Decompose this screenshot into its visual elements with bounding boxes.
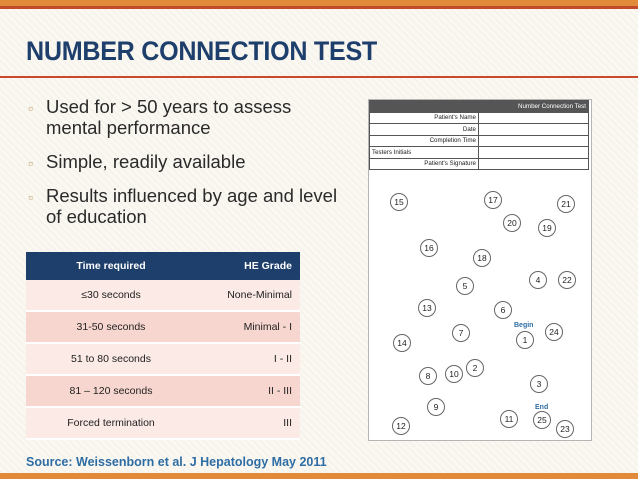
circle-number: 7 <box>458 328 464 338</box>
circle-number: 13 <box>422 303 432 313</box>
bullet-icon: ▫ <box>28 100 33 116</box>
number-circle-2 <box>467 360 484 377</box>
circle-number: 5 <box>462 281 468 291</box>
number-circle-4 <box>530 272 547 289</box>
field-label: Testers Initials <box>370 147 479 159</box>
field-label: Patient's Name <box>370 112 479 124</box>
circle-number: 22 <box>562 275 572 285</box>
bullet-text: Simple, readily available <box>46 151 246 172</box>
number-circle-21 <box>558 196 575 213</box>
bullet-item <box>26 185 346 227</box>
bullet-text: Results influenced by age and level of education <box>46 185 338 227</box>
cell-grade: II - III <box>196 375 300 407</box>
number-circle-6 <box>495 302 512 319</box>
circle-number: 8 <box>425 371 431 381</box>
bullet-list <box>26 96 346 240</box>
number-circle-5 <box>457 278 474 295</box>
number-circle-17 <box>485 192 502 209</box>
field-label: Completion Time <box>370 135 479 147</box>
number-circles-canvas <box>369 100 591 440</box>
begin-label: Begin <box>514 322 534 329</box>
number-circle-7 <box>453 325 470 342</box>
circle-number: 15 <box>394 197 404 207</box>
number-circle-11 <box>501 411 518 428</box>
bullet-item <box>26 96 346 138</box>
cell-time: Forced termination <box>26 407 196 439</box>
table-row <box>26 343 300 375</box>
cell-grade: None-Minimal <box>196 280 300 311</box>
cell-grade: III <box>196 407 300 439</box>
number-circle-1 <box>517 332 534 349</box>
number-circle-18 <box>474 250 491 267</box>
circle-number: 14 <box>397 338 407 348</box>
title-divider <box>0 76 638 78</box>
field-label: Patient's Signature <box>370 158 479 170</box>
circle-number: 10 <box>449 369 459 379</box>
number-circle-12 <box>393 418 410 435</box>
cell-time: 81 – 120 seconds <box>26 375 196 407</box>
circle-number: 18 <box>477 253 487 263</box>
number-circle-19 <box>539 220 556 237</box>
table-row <box>26 407 300 439</box>
number-circle-8 <box>420 368 437 385</box>
number-circle-20 <box>504 215 521 232</box>
number-circle-3 <box>531 376 548 393</box>
number-connection-test-form <box>368 99 592 441</box>
circle-number: 20 <box>507 218 517 228</box>
circle-number: 6 <box>500 305 506 315</box>
number-circle-23 <box>557 421 574 438</box>
circle-number: 17 <box>488 195 498 205</box>
number-circle-10 <box>446 366 463 383</box>
he-grade-table <box>26 252 300 440</box>
circle-number: 3 <box>536 379 542 389</box>
circle-number: 12 <box>396 421 406 431</box>
cell-time: ≤30 seconds <box>26 280 196 311</box>
number-circle-25 <box>534 412 551 429</box>
circle-number: 19 <box>542 223 552 233</box>
circle-number: 16 <box>424 243 434 253</box>
cell-time: 31-50 seconds <box>26 311 196 343</box>
cell-grade: Minimal - I <box>196 311 300 343</box>
number-circle-22 <box>559 272 576 289</box>
column-header-time: Time required <box>26 252 196 280</box>
column-header-grade: HE Grade <box>196 252 300 280</box>
table-row <box>26 375 300 407</box>
end-label: End <box>535 404 549 411</box>
circle-number: 23 <box>560 424 570 434</box>
circle-number: 4 <box>535 275 541 285</box>
cell-grade: I - II <box>196 343 300 375</box>
slide-title: NUMBER CONNECTION TEST <box>26 36 377 66</box>
circle-number: 1 <box>522 335 528 345</box>
number-circle-14 <box>394 335 411 352</box>
bullet-icon: ▫ <box>28 155 33 171</box>
table-row <box>26 280 300 311</box>
number-circle-9 <box>428 399 445 416</box>
top-accent-stripe <box>0 6 638 9</box>
circle-number: 25 <box>537 415 547 425</box>
circle-number: 21 <box>561 199 571 209</box>
cell-time: 51 to 80 seconds <box>26 343 196 375</box>
field-label: Date <box>370 124 479 136</box>
number-circle-16 <box>421 240 438 257</box>
form-header: Number Connection Test <box>370 101 589 113</box>
bullet-icon: ▫ <box>28 189 33 205</box>
circle-number: 11 <box>504 414 514 424</box>
number-circle-24 <box>546 324 563 341</box>
bullet-text: Used for > 50 years to assess mental performance <box>46 96 292 138</box>
bottom-accent-bar <box>0 473 638 479</box>
circle-number: 9 <box>433 402 439 412</box>
table-row <box>26 311 300 343</box>
source-citation: Source: Weissenborn et al. J Hepatology May 2011 <box>26 455 327 469</box>
number-circle-15 <box>391 194 408 211</box>
number-circle-13 <box>419 300 436 317</box>
circle-number: 2 <box>472 363 478 373</box>
table-header-row <box>26 252 300 280</box>
bullet-item <box>26 151 346 172</box>
circle-number: 24 <box>549 327 559 337</box>
